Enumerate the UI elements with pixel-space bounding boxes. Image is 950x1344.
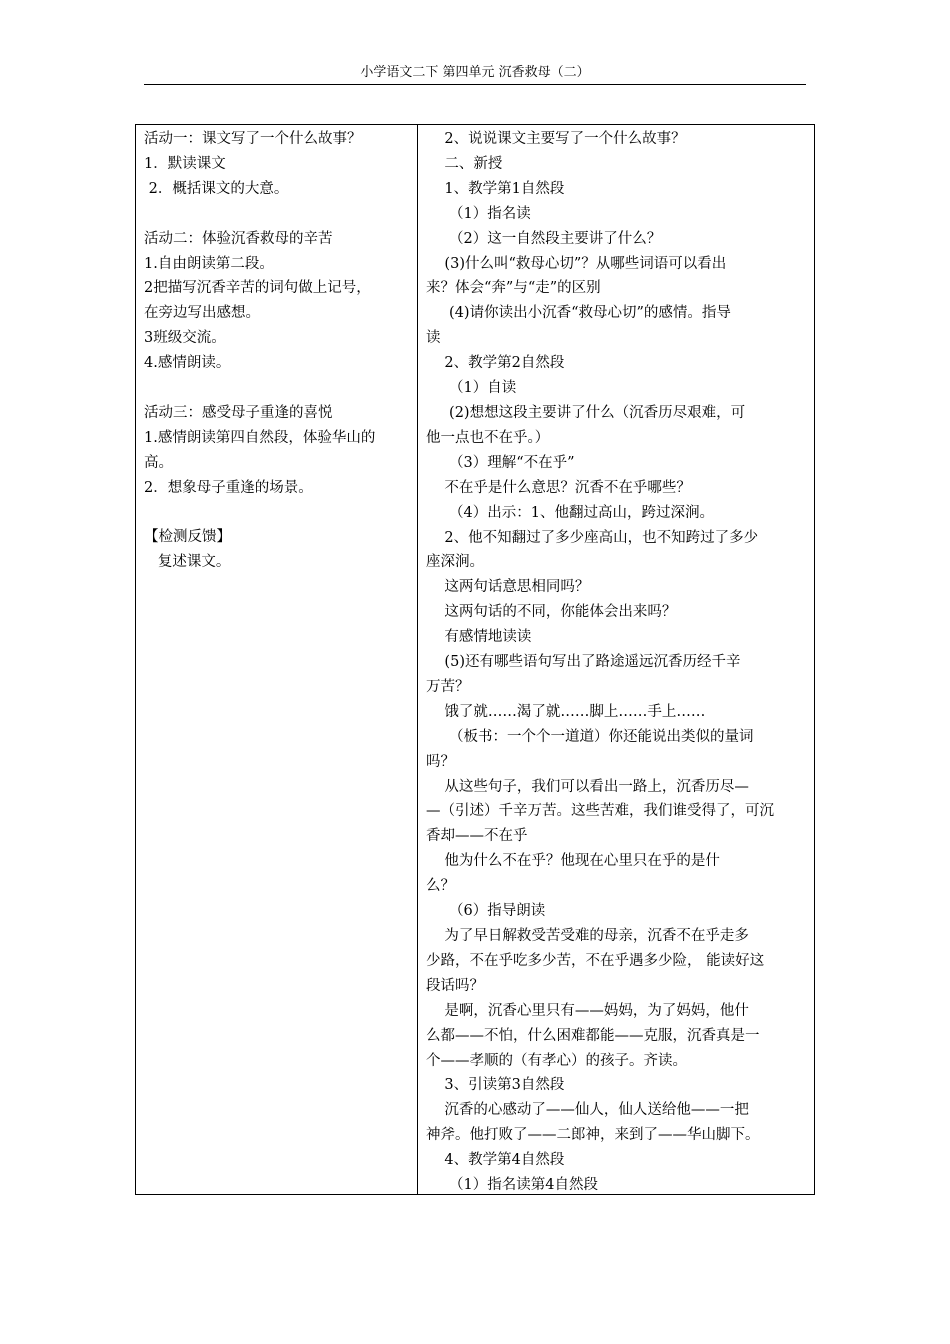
- activity-line: 2．想象母子重逢的场景。: [144, 479, 313, 496]
- teaching-line: 是啊，沉香心里只有——妈妈，为了妈妈，他什: [426, 1002, 749, 1019]
- page-header: 小学语文二下 第四单元 沉香救母（二）: [360, 65, 590, 80]
- activity-line: 复述课文。: [144, 554, 231, 571]
- teaching-line: （1）指名读: [426, 205, 531, 222]
- header-rule: [144, 84, 806, 85]
- teaching-line: 为了早日解救受苦受难的母亲，沉香不在乎走多: [426, 928, 749, 944]
- teaching-process-column: [426, 127, 808, 1198]
- teaching-line: (5)还有哪些语句写出了路途遥远沉香历经千辛: [426, 654, 741, 671]
- teaching-line: 饿了就……渴了就……脚上……手上……: [426, 703, 706, 720]
- teaching-line: 么都——不怕，什么困难都能——克服，沉香真是一: [426, 1027, 760, 1044]
- teaching-line: 吗？: [426, 753, 455, 770]
- column-divider: [417, 125, 418, 1194]
- teaching-line: 2、教学第2自然段: [426, 355, 565, 372]
- teaching-line: 少路，不在乎吃多少苦，不在乎遇多少险， 能读好这: [426, 952, 765, 969]
- lesson-table: [135, 124, 815, 1195]
- activity-line: 2把描写沉香辛苦的词句做上记号，: [144, 280, 371, 297]
- teaching-line: 这两句话意思相同吗？: [426, 579, 590, 596]
- teaching-line: 不在乎是什么意思？沉香不在乎哪些？: [426, 479, 691, 496]
- teaching-line: （1）指名读第4自然段: [426, 1177, 598, 1194]
- teaching-line: （2）这一自然段主要讲了什么？: [426, 230, 662, 247]
- teaching-line: （1）自读: [426, 380, 517, 397]
- teaching-line: 神斧。他打败了——二郎神，来到了——华山脚下。: [426, 1127, 760, 1144]
- teaching-line: (3)什么叫“救母心切”？从哪些词语可以看出: [426, 255, 727, 272]
- teaching-line: （4）出示：1、他翻过高山，跨过深涧。: [426, 504, 714, 521]
- teaching-line: 段话吗？: [426, 977, 484, 994]
- teaching-line: 3、引读第3自然段: [426, 1077, 565, 1094]
- activity-line: 高。: [144, 454, 173, 471]
- teaching-line: （6）指导朗读: [426, 903, 546, 920]
- teaching-line: （3）理解“不在乎”: [426, 454, 575, 471]
- teaching-line: 香却——不在乎: [426, 828, 528, 845]
- teaching-line: 万苦？: [426, 678, 470, 695]
- teaching-line: （板书：一个个一道道）你还能说出类似的量词: [426, 728, 754, 745]
- activity-line: [144, 501, 412, 526]
- teaching-line: 来？体会“奔”与“走”的区别: [426, 280, 601, 297]
- activity-line: 3班级交流。: [144, 330, 226, 347]
- activity-line: 【检测反馈】: [144, 529, 231, 546]
- teaching-line: 2、说说课文主要写了一个什么故事？: [426, 131, 686, 147]
- teaching-line: 二、新授: [426, 155, 503, 172]
- teaching-line: 1、教学第1自然段: [426, 180, 565, 197]
- teaching-line: 读: [426, 330, 441, 347]
- activity-line: [144, 202, 412, 227]
- teaching-line: (2)想想这段主要讲了什么（沉香历尽艰难，可: [426, 404, 746, 421]
- teaching-line: 个——孝顺的（有孝心）的孩子。齐读。: [426, 1052, 687, 1069]
- teaching-line: 座深涧。: [426, 554, 484, 571]
- teaching-line: 他为什么不在乎？他现在心里只在乎的是什: [426, 853, 720, 870]
- teaching-line: —（引述）千辛万苦。这些苦难，我们谁受得了，可沉: [426, 803, 774, 820]
- activities-column: [144, 127, 412, 575]
- activity-line: 1.自由朗读第二段。: [144, 255, 274, 272]
- activity-line: 2．概括课文的大意。: [144, 180, 289, 197]
- teaching-line: 从这些句子，我们可以看出一路上，沉香历尽—: [426, 778, 749, 795]
- activity-line: 活动一：课文写了一个什么故事？: [144, 131, 362, 147]
- activity-line: 活动三：感受母子重逢的喜悦: [144, 404, 333, 421]
- teaching-line: 2、他不知翻过了多少座高山，也不知跨过了多少: [426, 529, 759, 546]
- activity-line: [144, 376, 412, 401]
- activity-line: 在旁边写出感想。: [144, 305, 260, 322]
- teaching-line: 这两句话的不同，你能体会出来吗？: [426, 604, 677, 621]
- activity-line: 4.感情朗读。: [144, 355, 231, 372]
- teaching-line: 他一点也不在乎。）: [426, 429, 550, 446]
- teaching-line: 有感情地读读: [426, 629, 532, 646]
- teaching-line: (4)请你读出小沉香“救母心切”的感情。指导: [426, 305, 731, 322]
- activity-line: 1.感情朗读第四自然段，体验华山的: [144, 429, 376, 446]
- teaching-line: 么？: [426, 878, 455, 895]
- teaching-line: 4、教学第4自然段: [426, 1152, 565, 1169]
- activity-line: 活动二：体验沉香救母的辛苦: [144, 230, 333, 247]
- teaching-line: 沉香的心感动了——仙人，仙人送给他——一把: [426, 1102, 749, 1119]
- activity-line: 1．默读课文: [144, 155, 226, 172]
